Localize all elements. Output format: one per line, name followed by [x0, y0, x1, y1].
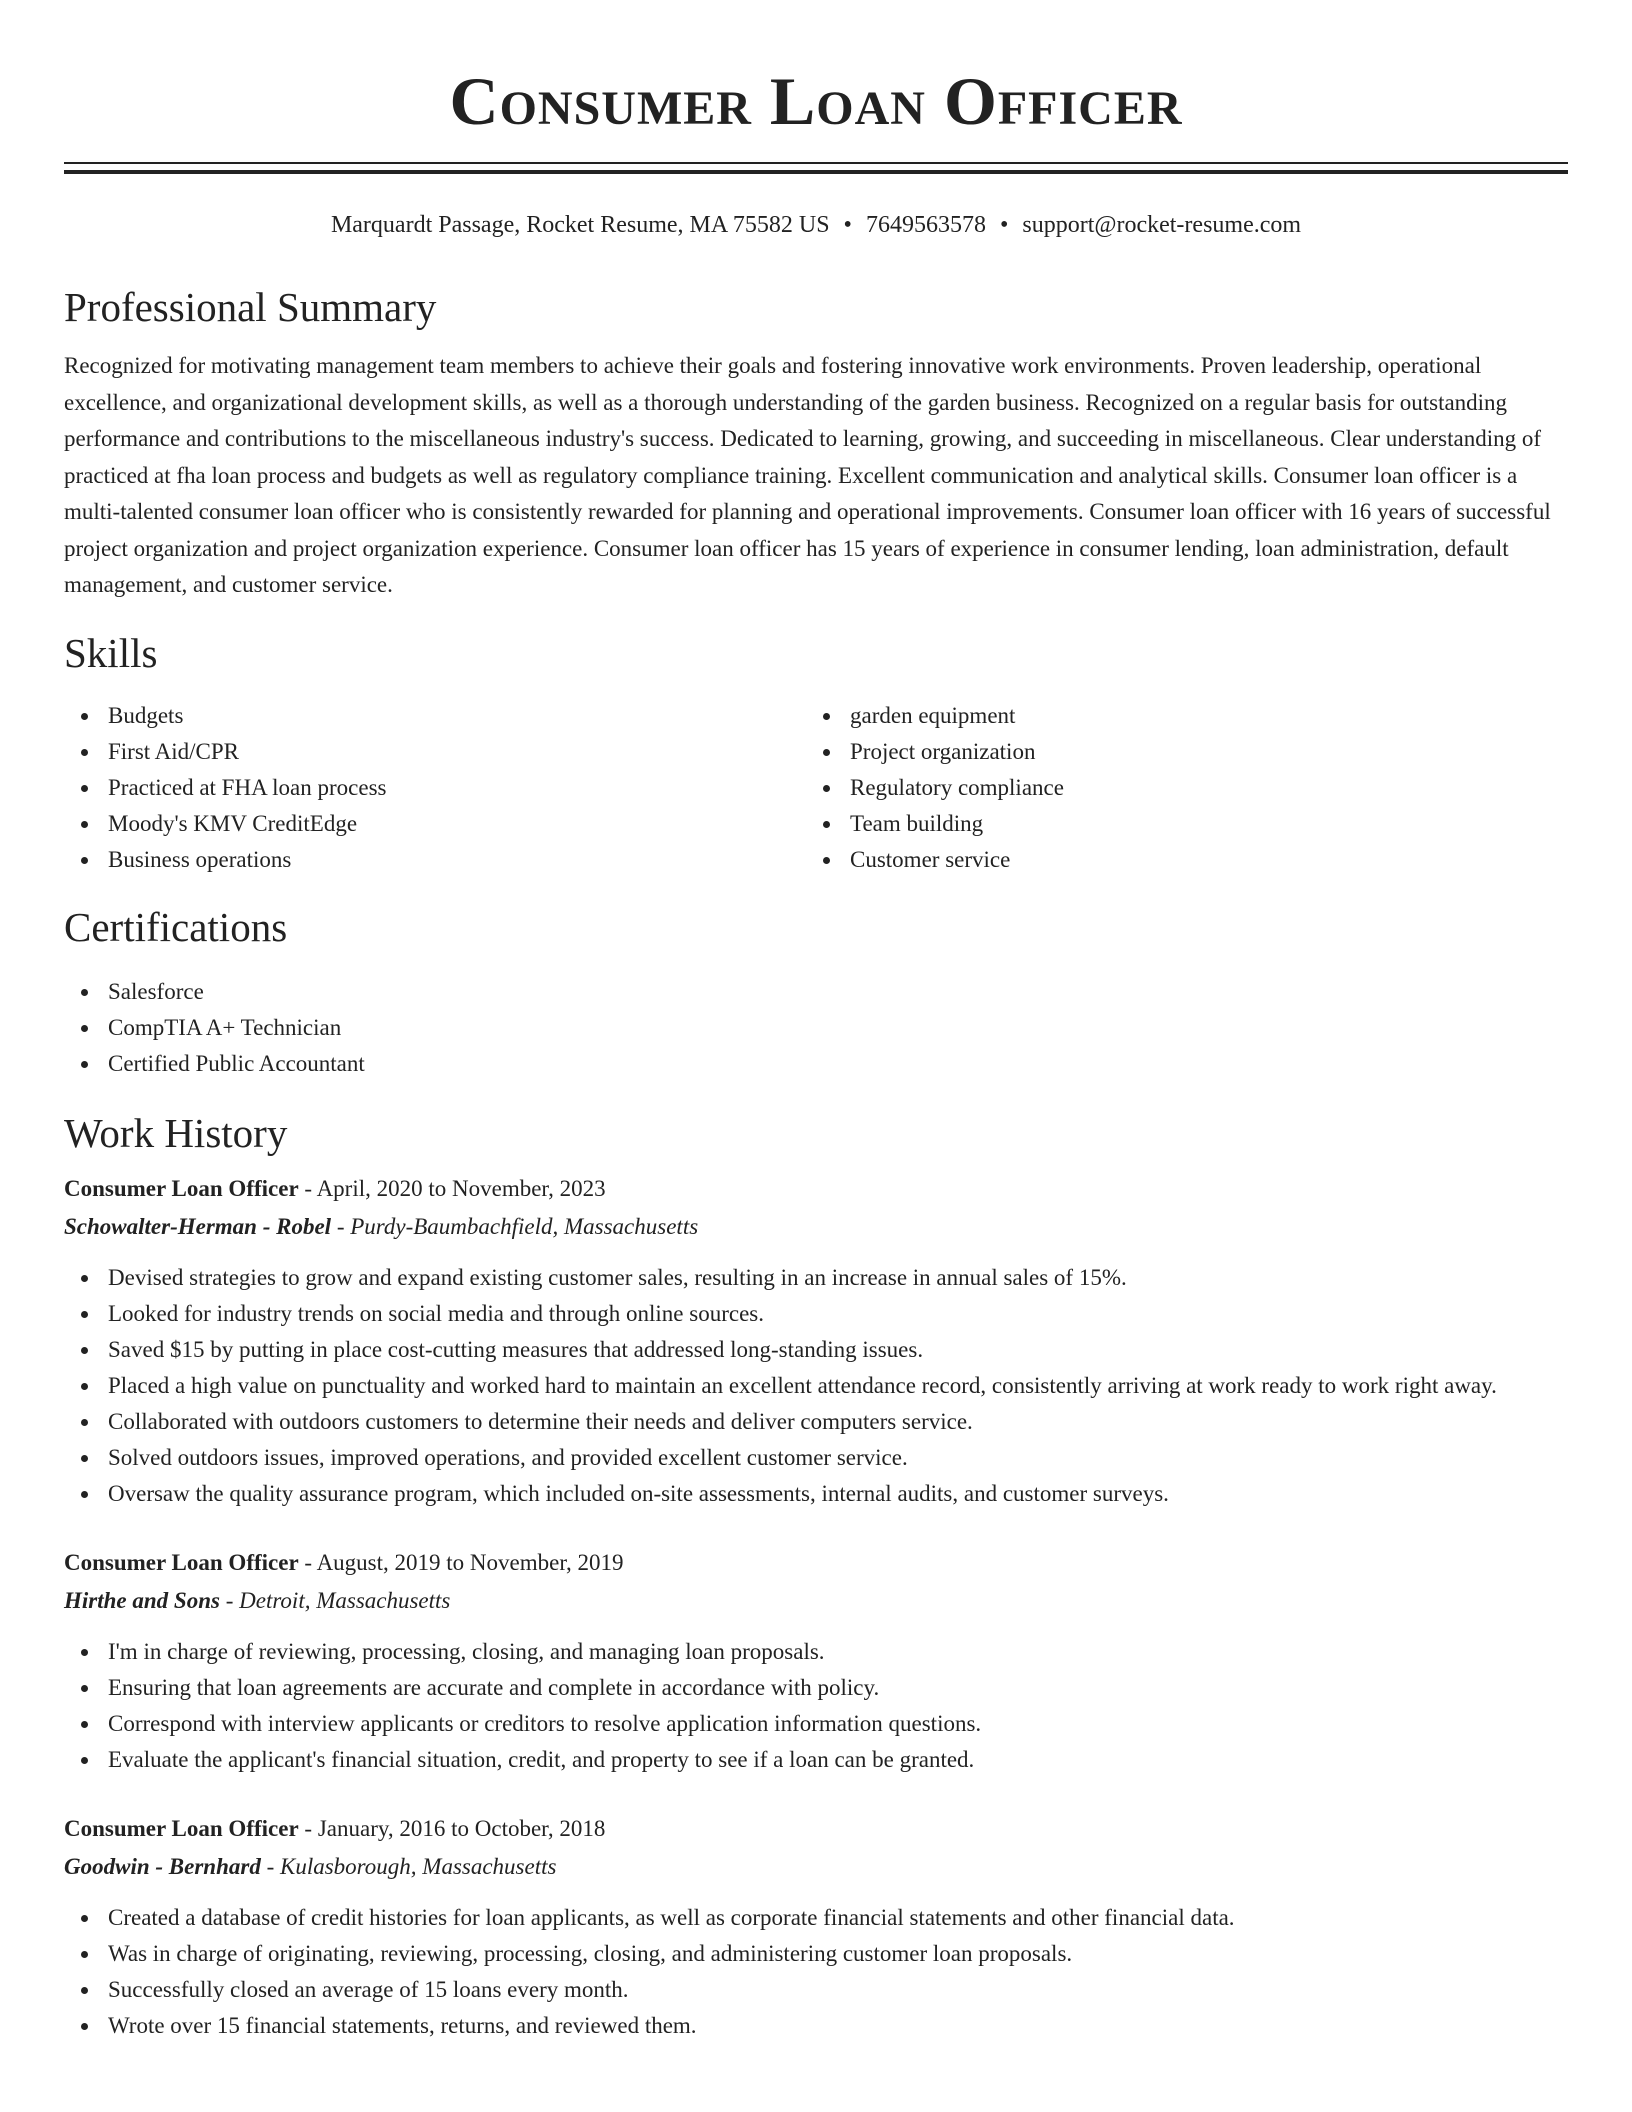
job-duty: Placed a high value on punctuality and worked hard to maintain an excellent attendance record, consistently arriving at work ready to work right away. [64, 1368, 1568, 1404]
job-duty: Correspond with interview applicants or creditors to resolve application information questions. [64, 1706, 1568, 1742]
certification-item: CompTIA A+ Technician [64, 1010, 1568, 1046]
job-duty: Oversaw the quality assurance program, which included on-site assessments, internal audits, and customer surveys. [64, 1476, 1568, 1512]
summary-heading: Professional Summary [64, 284, 437, 330]
job-header [64, 1544, 1568, 1582]
job-dash: - [219, 1587, 240, 1613]
job-duties [64, 1260, 1568, 1512]
skill-item: Project organization [806, 734, 1548, 770]
skill-item: Business operations [64, 842, 806, 878]
job-dash: - [260, 1853, 280, 1879]
job-dash: - [331, 1213, 351, 1239]
contact-separator: • [999, 212, 1009, 238]
contact-phone: 7649563578 [865, 212, 986, 238]
skills-right-column [806, 698, 1548, 878]
job-location: Detroit, Massachusetts [239, 1587, 451, 1613]
job-header [64, 1170, 1568, 1208]
job-duties [64, 1634, 1568, 1778]
job-role: Consumer Loan Officer [64, 1815, 299, 1841]
certification-item: Salesforce [64, 974, 1568, 1010]
contact-separator: • [843, 212, 852, 238]
skills-grid [64, 698, 1568, 878]
job-employer [64, 1208, 1568, 1246]
job-duty: I'm in charge of reviewing, processing, closing, and managing loan proposals. [64, 1634, 1568, 1670]
skill-item: Regulatory compliance [806, 770, 1548, 806]
skill-item: Customer service [806, 842, 1548, 878]
job-duty: Was in charge of originating, reviewing, processing, closing, and administering customer loan proposals. [64, 1936, 1568, 1972]
job-dates: January, 2016 to October, 2018 [317, 1815, 606, 1841]
job-role: Consumer Loan Officer [64, 1549, 299, 1575]
contact-address: Marquardt Passage, Rocket Resume, MA 75582 US [330, 212, 830, 238]
resume-title: Consumer Loan Officer [449, 63, 1183, 139]
work-history-heading: Work History [64, 1109, 288, 1156]
job-employer [64, 1848, 1568, 1886]
job-company: Goodwin - Bernhard [64, 1853, 261, 1879]
job-duty: Wrote over 15 financial statements, returns, and reviewed them. [64, 2008, 1568, 2044]
skills-left-column [64, 698, 806, 878]
skill-item: Budgets [64, 698, 806, 734]
job-duty: Ensuring that loan agreements are accurate and complete in accordance with policy. [64, 1670, 1568, 1706]
job-duty: Devised strategies to grow and expand existing customer sales, resulting in an increase in annual sales of 15%. [64, 1260, 1568, 1296]
job-duty: Evaluate the applicant's financial situation, credit, and property to see if a loan can be granted. [64, 1742, 1568, 1778]
job-location: Kulasborough, Massachusetts [280, 1853, 557, 1879]
skills-heading: Skills [64, 629, 158, 676]
job-company: Hirthe and Sons [64, 1587, 220, 1613]
title-divider-thin [64, 162, 1568, 164]
job-duty: Collaborated with outdoors customers to determine their needs and deliver computers service. [64, 1404, 1568, 1440]
skill-item: First Aid/CPR [64, 734, 806, 770]
job-dates: April, 2020 to November, 2023 [316, 1175, 606, 1201]
title-divider-thick [64, 170, 1568, 174]
job-duties [64, 1900, 1568, 2044]
job-duty: Successfully closed an average of 15 loans every month. [64, 1972, 1568, 2008]
job-location: Purdy-Baumbachfield, Massachusetts [350, 1213, 699, 1239]
certification-item: Certified Public Accountant [64, 1046, 1568, 1082]
skill-item: garden equipment [806, 698, 1548, 734]
job-company: Schowalter-Herman - Robel [64, 1213, 332, 1239]
certifications-list [64, 974, 1568, 1082]
job-dash: - [298, 1549, 317, 1575]
skill-item: Team building [806, 806, 1548, 842]
job-duty: Solved outdoors issues, improved operations, and provided excellent customer service. [64, 1440, 1568, 1476]
job-dates: August, 2019 to November, 2019 [316, 1549, 624, 1575]
certifications-heading: Certifications [64, 903, 288, 950]
contact-line [64, 210, 1568, 240]
job-entry [64, 1170, 1568, 1512]
contact-email: support@rocket-resume.com [1022, 212, 1302, 238]
job-role: Consumer Loan Officer [64, 1175, 299, 1201]
job-dash: - [298, 1175, 317, 1201]
summary-text: Recognized for motivating management team members to achieve their goals and fostering innovative work environments. Proven leadership, operational excellence, and organizational development skills, as well as a thorough understanding of the garden business. Recognized on a regular basis for outstanding performance and contributions to the miscellaneous industry's success. Dedicated to learning, growing, and succeeding in miscellaneous. Clear understanding of practiced at fha loan process and budgets as well as regulatory compliance training. Excellent communication and analytical skills. Consumer loan officer is a multi-talented consumer loan officer who is consistently rewarded for planning and operational improvements. Consumer loan officer with 16 years of successful project organization and project organization experience. Consumer loan officer has 15 years of experience in consumer lending, loan administration, default management, and customer service. [64, 353, 1551, 597]
job-entry [64, 1544, 1568, 1778]
job-employer [64, 1582, 1568, 1620]
job-duty: Saved $15 by putting in place cost-cutting measures that addressed long-standing issues. [64, 1332, 1568, 1368]
job-duty: Looked for industry trends on social media and through online sources. [64, 1296, 1568, 1332]
skill-item: Moody's KMV CreditEdge [64, 806, 806, 842]
job-duty: Created a database of credit histories for loan applicants, as well as corporate financial statements and other financial data. [64, 1900, 1568, 1936]
skill-item: Practiced at FHA loan process [64, 770, 806, 806]
job-entry [64, 1810, 1568, 2044]
job-dash: - [298, 1815, 318, 1841]
job-header [64, 1810, 1568, 1848]
